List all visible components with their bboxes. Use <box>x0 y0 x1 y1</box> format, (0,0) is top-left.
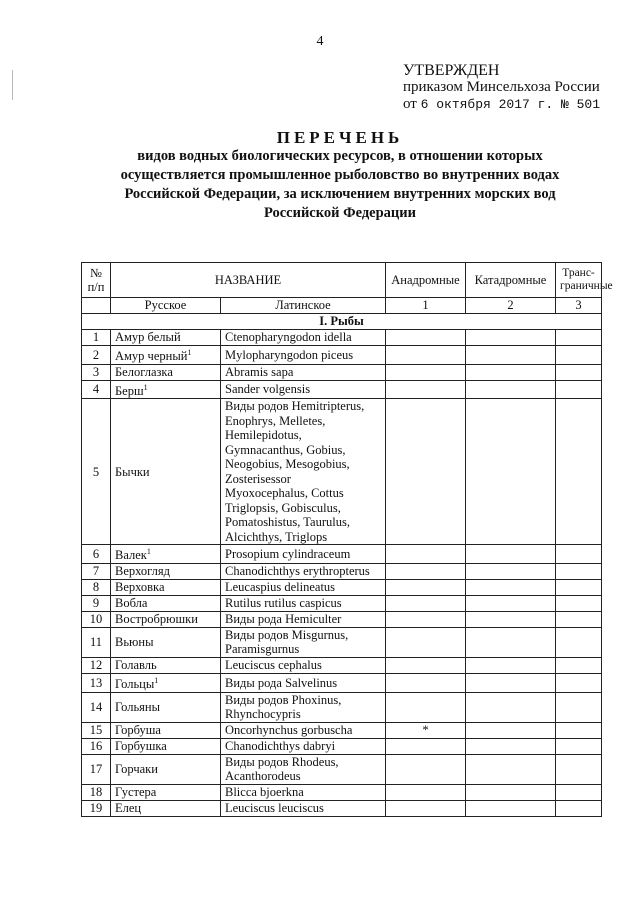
anadromous-mark <box>386 673 466 692</box>
anadromous-mark <box>386 346 466 365</box>
row-number <box>82 657 111 673</box>
latin-name-text: Mylopharyngodon piceus <box>225 347 354 362</box>
latin-name-text: Виды родов Misgurnus, Paramisgurnus <box>225 627 349 657</box>
row-number-text: 17 <box>89 761 103 776</box>
row-number-text: 16 <box>89 738 103 753</box>
catadromous-mark <box>466 399 556 545</box>
row-number-text: 2 <box>92 347 100 362</box>
latin-name-text: Prosopium cylindraceum <box>225 546 351 561</box>
document-subtitle: видов водных биологических ресурсов, в отношении которых осуществляется промышленное рыболовство во внутренних водах Российской Федерации, за исключением внутренних морских вод Российской Федерации <box>120 148 560 221</box>
row-number-text: 10 <box>89 612 103 627</box>
catadromous-mark <box>466 627 556 657</box>
table-row <box>82 611 602 627</box>
table-row <box>82 722 602 738</box>
transboundary-mark <box>556 380 602 399</box>
table-row <box>82 800 602 816</box>
header-col2: 2 <box>466 298 556 314</box>
anadromous-mark <box>386 800 466 816</box>
latin-name-text: Виды родов Rhodeus, Acanthorodeus <box>225 754 339 784</box>
catadromous-mark <box>466 611 556 627</box>
transboundary-mark <box>556 673 602 692</box>
table-row <box>82 784 602 800</box>
table-row <box>82 595 602 611</box>
row-number-text: 9 <box>92 596 100 611</box>
russian-name <box>111 595 221 611</box>
row-number <box>82 346 111 365</box>
latin-name <box>221 738 386 754</box>
row-number <box>82 380 111 399</box>
table-row <box>82 330 602 346</box>
russian-name-text: Верхогляд <box>115 564 170 579</box>
document-heading <box>100 128 580 223</box>
transboundary-mark <box>556 657 602 673</box>
anadromous-mark <box>386 627 466 657</box>
catadromous-mark <box>466 722 556 738</box>
latin-name-text: Виды родов Hemitripterus, Enophrys, Melletes, Hemilepidotus, Gymnacanthus, Gobius, Neogobius, Mesogobius, Zosterisessor Myoxocephalus, Cottus Triglopsis, Gobisculus, Pomatoshistus, Taurulus, Alcichthys, Triglops <box>225 399 365 544</box>
row-number-text: 3 <box>92 364 100 379</box>
row-number <box>82 800 111 816</box>
catadromous-mark <box>466 800 556 816</box>
anadromous-mark <box>386 611 466 627</box>
russian-name-text: Белоглазка <box>115 364 173 379</box>
catadromous-mark <box>466 346 556 365</box>
latin-name-text: Виды родов Phoxinus, Rhynchocypris <box>225 692 342 722</box>
russian-name-text: Амур белый <box>115 330 181 345</box>
latin-name-text: Blicca bjoerkna <box>225 784 304 799</box>
anadromous-mark-text: * <box>422 722 429 737</box>
russian-name <box>111 611 221 627</box>
russian-name <box>111 364 221 380</box>
row-number <box>82 364 111 380</box>
latin-name <box>221 579 386 595</box>
transboundary-mark <box>556 563 602 579</box>
table-row <box>82 738 602 754</box>
russian-name <box>111 754 221 784</box>
russian-name-text: Берш <box>115 383 144 398</box>
approval-prefix: от <box>403 96 417 112</box>
russian-name <box>111 330 221 346</box>
row-number <box>82 595 111 611</box>
russian-name <box>111 784 221 800</box>
latin-name <box>221 399 386 545</box>
russian-name-text: Горчаки <box>115 761 158 776</box>
catadromous-mark <box>466 673 556 692</box>
header-anadromous: Анадромные <box>386 263 466 298</box>
row-number-text: 13 <box>89 675 103 690</box>
row-number-text: 12 <box>89 658 103 673</box>
table-row <box>82 380 602 399</box>
row-number-text: 11 <box>89 635 103 650</box>
russian-name <box>111 579 221 595</box>
table-row <box>82 563 602 579</box>
russian-name-text: Гольяны <box>115 699 160 714</box>
anadromous-mark <box>386 563 466 579</box>
footnote-marker: 1 <box>187 348 192 357</box>
russian-name <box>111 346 221 365</box>
catadromous-mark <box>466 738 556 754</box>
anadromous-mark <box>386 399 466 545</box>
approval-date-number: 6 октября 2017 г. № 501 <box>420 97 601 112</box>
catadromous-mark <box>466 545 556 564</box>
transboundary-mark <box>556 399 602 545</box>
anadromous-mark <box>386 595 466 611</box>
anadromous-mark <box>386 722 466 738</box>
section-fish: I. Рыбы <box>82 314 602 330</box>
latin-name <box>221 627 386 657</box>
header-num-blank <box>82 298 111 314</box>
catadromous-mark <box>466 692 556 722</box>
transboundary-mark <box>556 627 602 657</box>
russian-name <box>111 657 221 673</box>
header-catadromous: Катадромные <box>466 263 556 298</box>
transboundary-mark <box>556 545 602 564</box>
anadromous-mark <box>386 330 466 346</box>
document-title: ПЕРЕЧЕНЬ <box>276 128 404 147</box>
row-number-text: 15 <box>89 722 103 737</box>
latin-name <box>221 657 386 673</box>
header-latin: Латинское <box>221 298 386 314</box>
header-transboundary: Транс-граничные <box>556 263 602 298</box>
russian-name <box>111 692 221 722</box>
anadromous-mark <box>386 545 466 564</box>
latin-name-text: Chanodichthys dabryi <box>225 738 336 753</box>
russian-name-text: Вобла <box>115 596 148 611</box>
transboundary-mark <box>556 800 602 816</box>
table-row <box>82 673 602 692</box>
transboundary-mark <box>556 330 602 346</box>
russian-name <box>111 380 221 399</box>
row-number-text: 5 <box>92 464 100 479</box>
latin-name-text: Rutilus rutilus caspicus <box>225 596 342 611</box>
latin-name <box>221 800 386 816</box>
transboundary-mark <box>556 738 602 754</box>
latin-name-text: Leuciscus cephalus <box>225 658 322 673</box>
table-row <box>82 399 602 545</box>
anadromous-mark <box>386 692 466 722</box>
latin-name-text: Sander volgensis <box>225 382 311 397</box>
russian-name-text: Елец <box>115 800 142 815</box>
russian-name <box>111 627 221 657</box>
latin-name <box>221 611 386 627</box>
russian-name <box>111 563 221 579</box>
species-table <box>81 262 613 817</box>
table-row <box>82 545 602 564</box>
russian-name <box>111 545 221 564</box>
row-number-text: 7 <box>92 564 100 579</box>
anadromous-mark <box>386 738 466 754</box>
russian-name-text: Бычки <box>115 464 150 479</box>
latin-name <box>221 722 386 738</box>
transboundary-mark <box>556 611 602 627</box>
russian-name <box>111 722 221 738</box>
anadromous-mark <box>386 754 466 784</box>
russian-name-text: Гольцы <box>115 677 155 692</box>
row-number <box>82 692 111 722</box>
latin-name <box>221 595 386 611</box>
scan-artifact <box>12 70 13 100</box>
russian-name-text: Верховка <box>115 580 165 595</box>
table-row <box>82 346 602 365</box>
row-number-text: 19 <box>89 800 103 815</box>
approval-title: УТВЕРЖДЕН <box>403 62 500 79</box>
row-number <box>82 738 111 754</box>
row-number <box>82 611 111 627</box>
russian-name-text: Валек <box>115 548 147 563</box>
row-number <box>82 722 111 738</box>
latin-name <box>221 784 386 800</box>
latin-name-text: Виды рода Salvelinus <box>225 675 338 690</box>
row-number <box>82 627 111 657</box>
catadromous-mark <box>466 595 556 611</box>
table-row <box>82 657 602 673</box>
catadromous-mark <box>466 563 556 579</box>
russian-name <box>111 399 221 545</box>
anadromous-mark <box>386 579 466 595</box>
header-col3: 3 <box>556 298 602 314</box>
catadromous-mark <box>466 380 556 399</box>
header-russian: Русское <box>111 298 221 314</box>
anadromous-mark <box>386 364 466 380</box>
footnote-marker: 1 <box>143 382 148 392</box>
table-row <box>82 692 602 722</box>
latin-name <box>221 346 386 365</box>
latin-name <box>221 330 386 346</box>
row-number-text: 1 <box>92 330 100 345</box>
latin-name-text: Ctenopharyngodon idella <box>225 330 352 345</box>
table-row <box>82 579 602 595</box>
row-number-text: 18 <box>89 784 103 799</box>
row-number <box>82 579 111 595</box>
footnote-marker: 1 <box>146 547 151 557</box>
row-number <box>82 673 111 692</box>
latin-name <box>221 754 386 784</box>
latin-name-text: Chanodichthys erythropterus <box>225 564 370 579</box>
row-number-text: 14 <box>89 699 103 714</box>
russian-name-text: Голавль <box>115 658 157 673</box>
row-number-text: 8 <box>92 580 100 595</box>
russian-name <box>111 800 221 816</box>
catadromous-mark <box>466 330 556 346</box>
approval-order: приказом Минсельхоза России <box>403 79 600 95</box>
latin-name-text: Oncorhynchus gorbuscha <box>225 722 353 737</box>
latin-name <box>221 380 386 399</box>
anadromous-mark <box>386 657 466 673</box>
transboundary-mark <box>556 364 602 380</box>
anadromous-mark <box>386 784 466 800</box>
russian-name-text: Вьюны <box>115 635 154 650</box>
transboundary-mark <box>556 754 602 784</box>
row-number <box>82 399 111 545</box>
russian-name-text: Амур черный <box>115 349 188 364</box>
table-row <box>82 754 602 784</box>
row-number <box>82 330 111 346</box>
row-number <box>82 563 111 579</box>
latin-name-text: Abramis sapa <box>225 364 294 379</box>
header-name: НАЗВАНИЕ <box>111 263 386 298</box>
transboundary-mark <box>556 579 602 595</box>
row-number-text: 4 <box>92 382 100 397</box>
latin-name-text: Leuciscus leuciscus <box>225 800 324 815</box>
latin-name <box>221 364 386 380</box>
russian-name <box>111 673 221 692</box>
transboundary-mark <box>556 692 602 722</box>
row-number-text: 6 <box>92 546 100 561</box>
latin-name-text: Виды рода Hemiculter <box>225 612 342 627</box>
transboundary-mark <box>556 346 602 365</box>
latin-name <box>221 563 386 579</box>
header-num: № п/п <box>82 263 111 298</box>
row-number <box>82 754 111 784</box>
transboundary-mark <box>556 595 602 611</box>
latin-name <box>221 545 386 564</box>
latin-name-text: Leucaspius delineatus <box>225 580 336 595</box>
table-row <box>82 627 602 657</box>
catadromous-mark <box>466 754 556 784</box>
latin-name <box>221 692 386 722</box>
page-number: 4 <box>316 34 324 49</box>
table-row <box>82 364 602 380</box>
russian-name-text: Горбуша <box>115 722 161 737</box>
russian-name <box>111 738 221 754</box>
latin-name <box>221 673 386 692</box>
russian-name-text: Востробрюшки <box>115 612 198 627</box>
footnote-marker: 1 <box>154 675 159 685</box>
catadromous-mark <box>466 784 556 800</box>
header-col1: 1 <box>386 298 466 314</box>
row-number <box>82 784 111 800</box>
transboundary-mark <box>556 722 602 738</box>
russian-name-text: Густера <box>115 784 157 799</box>
russian-name-text: Горбушка <box>115 738 167 753</box>
catadromous-mark <box>466 657 556 673</box>
anadromous-mark <box>386 380 466 399</box>
row-number <box>82 545 111 564</box>
catadromous-mark <box>466 364 556 380</box>
catadromous-mark <box>466 579 556 595</box>
transboundary-mark <box>556 784 602 800</box>
approval-stamp <box>403 62 600 113</box>
